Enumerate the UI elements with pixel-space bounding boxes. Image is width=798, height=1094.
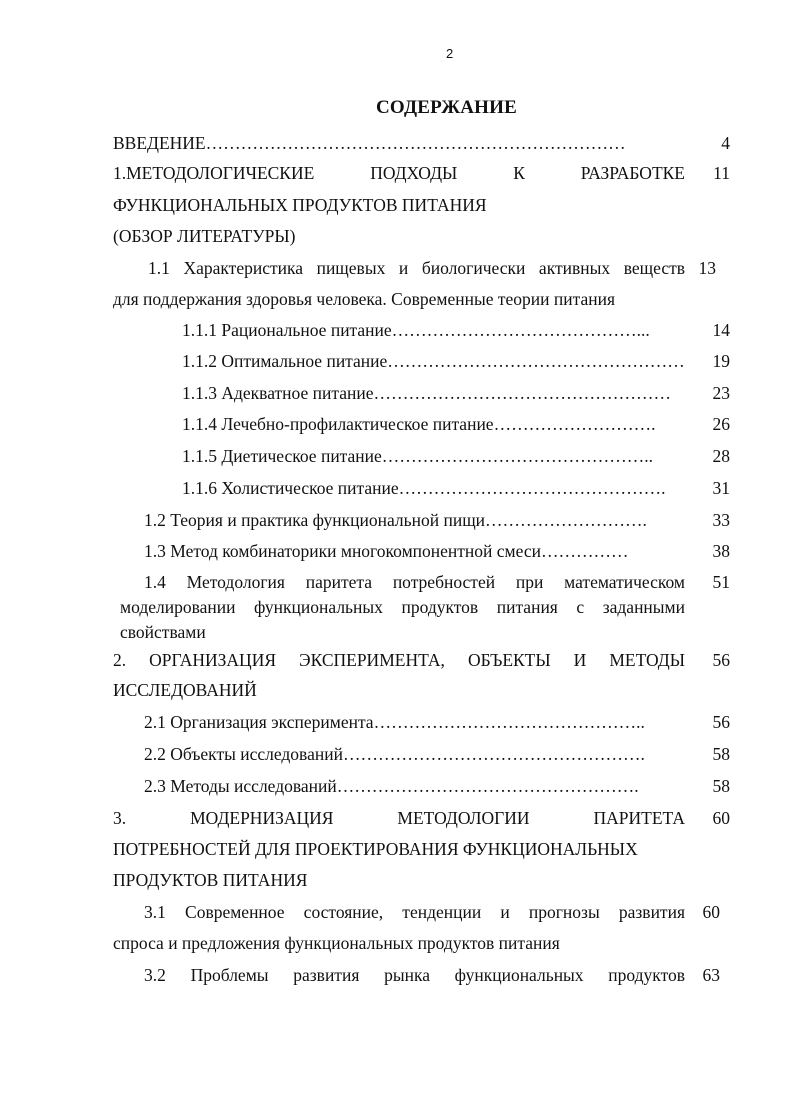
toc-entry-text-cont: спроса и предложения функциональных продуктов питания (113, 933, 560, 953)
toc-entry-text: 2.1 Организация эксперимента……………………………………….. (144, 712, 645, 732)
toc-entry-page: 28 (712, 446, 730, 466)
page-number-text: 2 (446, 46, 454, 61)
toc-entry-text: 1.1.2 Оптимальное питание…………………………………………… (182, 351, 685, 371)
toc-title: СОДЕРЖАНИЕ (376, 97, 517, 118)
toc-entry-page: 38 (712, 541, 730, 561)
toc-entry-text: 1.1.3 Адекватное питание…………………………………………… (182, 383, 672, 403)
toc-entry-page: 26 (712, 414, 730, 434)
toc-entry-text-cont: ФУНКЦИОНАЛЬНЫХ ПРОДУКТОВ ПИТАНИЯ (113, 195, 487, 215)
toc-entry-page: 11 (713, 163, 730, 183)
toc-entry-page: 58 (712, 744, 730, 764)
toc-entry-text-cont: ПОТРЕБНОСТЕЙ ДЛЯ ПРОЕКТИРОВАНИЯ ФУНКЦИОНАЛЬНЫХ (113, 839, 638, 859)
toc-entry-text: ВВЕДЕНИЕ……………………………………………………………… (113, 133, 626, 153)
toc-entry-text: 1.1.6 Холистическое питание………………………………………. (182, 478, 666, 498)
toc-entry-page: 33 (712, 510, 730, 530)
toc-entry-text: 1.3 Метод комбинаторики многокомпонентной смеси…………… (144, 541, 629, 561)
toc-entry-text-cont: для поддержания здоровья человека. Современные теории питания (113, 289, 615, 309)
toc-entry-page: 58 (712, 776, 730, 796)
toc-entry-text: 3.2 Проблемы развития рынка функциональных продуктов (144, 965, 685, 985)
toc-entry-text: 1.1.4 Лечебно-профилактическое питание………………………. (182, 414, 656, 434)
toc-entry-text: 1.МЕТОДОЛОГИЧЕСКИЕ ПОДХОДЫ К РАЗРАБОТКЕ (113, 163, 685, 183)
toc-entry-page: 14 (712, 320, 730, 340)
toc-entry-text: 1.4 Методология паритета потребностей при математическом (144, 572, 685, 592)
toc-entry-text: 2.2 Объекты исследований……………………………………………. (144, 744, 645, 764)
toc-entry-text-cont: (ОБЗОР ЛИТЕРАТУРЫ) (113, 226, 296, 246)
toc-entry-text: 3. МОДЕРНИЗАЦИЯ МЕТОДОЛОГИИ ПАРИТЕТА (113, 808, 685, 828)
toc-entry-text: 3.1 Современное состояние, тенденции и прогнозы развития (144, 902, 685, 922)
toc-entry-page: 56 (712, 712, 730, 732)
toc-entry-text: 1.1.5 Диетическое питание……………………………………….. (182, 446, 654, 466)
toc-entry-text-cont: моделировании функциональных продуктов питания с заданными (120, 597, 685, 617)
toc-entry-page: 60 (712, 808, 730, 828)
toc-entry-text: 1.1.1 Рациональное питание……………………………………... (182, 320, 650, 340)
toc-entry-text: 2.3 Методы исследований……………………………………………. (144, 776, 639, 796)
toc-entry-page: 23 (712, 383, 730, 403)
toc-entry-page: 31 (712, 478, 730, 498)
toc-entry-page: 19 (712, 351, 730, 371)
toc-entry-page: 13 (698, 258, 716, 278)
toc-entry-page: 4 (721, 133, 730, 153)
toc-entry-text: 1.2 Теория и практика функциональной пищи………………………. (144, 510, 647, 530)
toc-entry-text-cont: свойствами (120, 622, 206, 642)
toc-entry-text-cont: ИССЛЕДОВАНИЙ (113, 680, 257, 700)
toc-entry-text: 2. ОРГАНИЗАЦИЯ ЭКСПЕРИМЕНТА, ОБЪЕКТЫ И МЕТОДЫ (113, 650, 685, 670)
toc-entry-page: 60 (702, 902, 720, 922)
toc-entry-text-cont: ПРОДУКТОВ ПИТАНИЯ (113, 870, 308, 890)
toc-entry-text: 1.1 Характеристика пищевых и биологически активных веществ (148, 258, 685, 278)
toc-entry-page: 51 (712, 572, 730, 592)
toc-entry-page: 56 (712, 650, 730, 670)
toc-entry-page: 63 (702, 965, 720, 985)
